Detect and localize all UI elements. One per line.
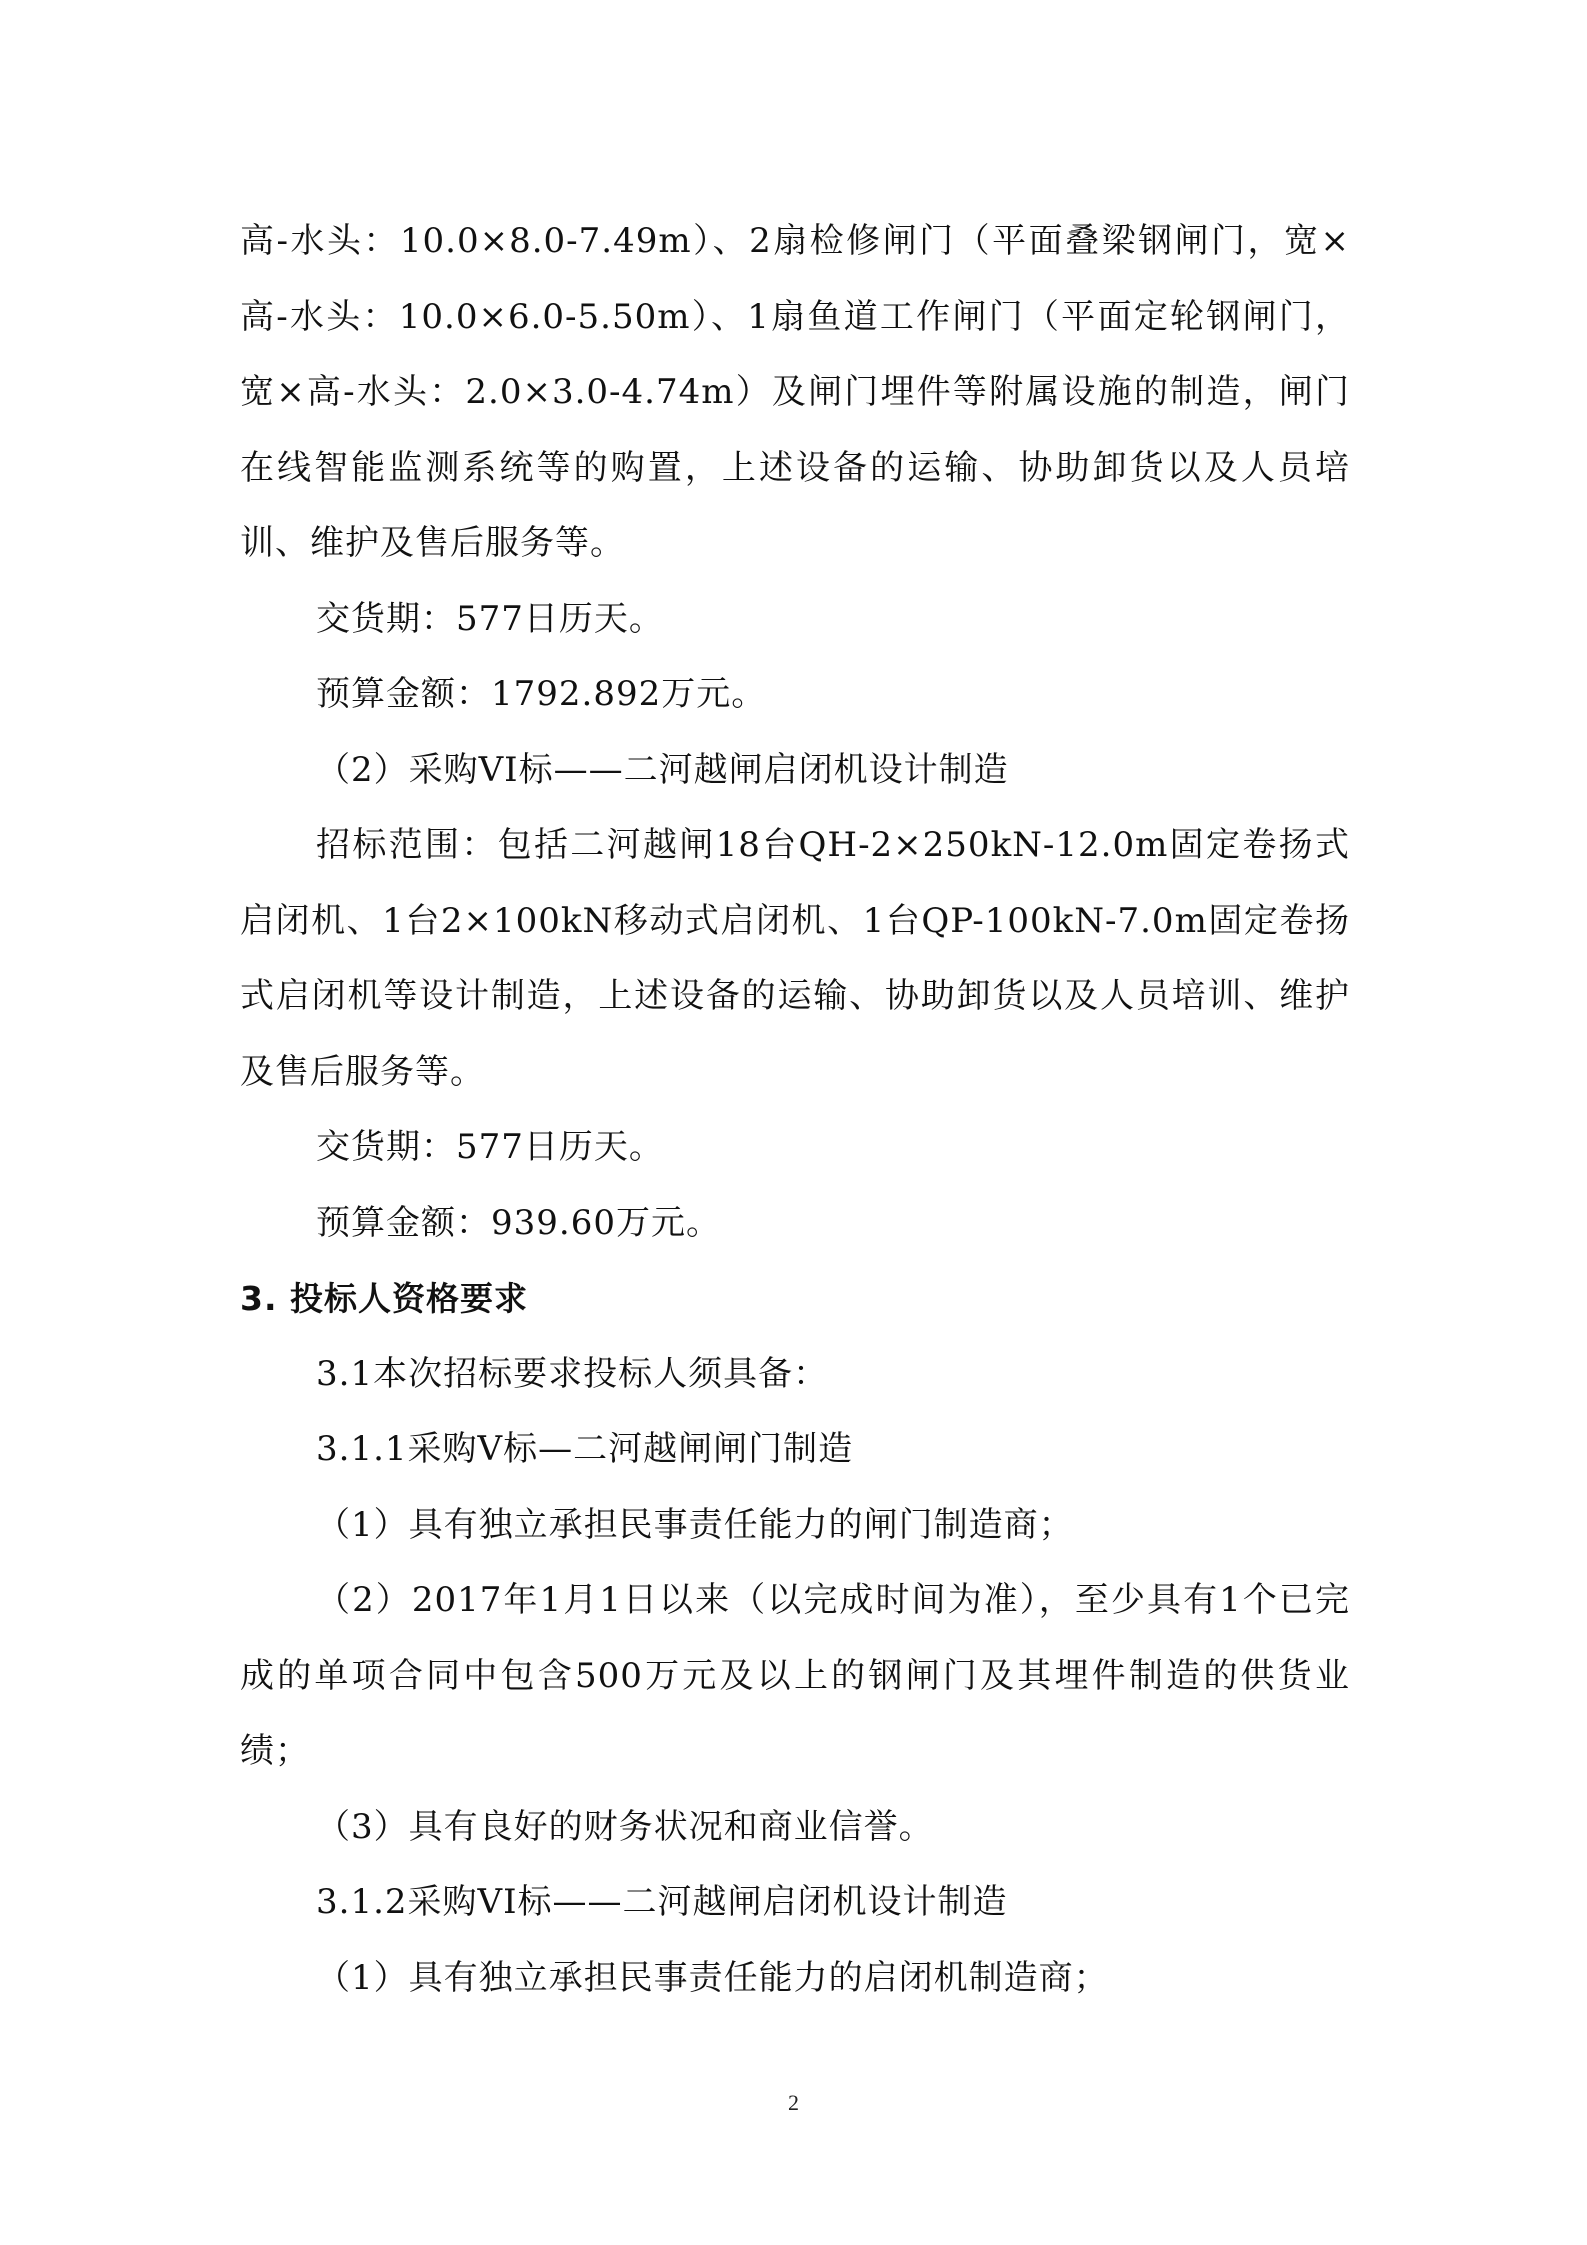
paragraph-lot6-scope: 招标范围：包括二河越闸18台QH-2×250kN-12.0m固定卷扬式启闭机、1台2×100kN移动式启闭机、1台QP-100kN-7.0m固定卷扬式启闭机等设计制造，上述设备的运输、协助卸货以及人员培训、维护及售后服务等。 (240, 825, 1350, 1092)
section-heading-qualifications: 3. 投标人资格要求 (240, 1279, 528, 1318)
paragraph-lot6-req-1: （1）具有独立承担民事责任能力的启闭机制造商； (316, 1957, 1109, 1998)
paragraph-delivery-period-lot6: 交货期：577日历天。 (316, 1127, 664, 1167)
document-body (240, 204, 1350, 2016)
paragraph-delivery-period-lot5: 交货期：577日历天。 (316, 598, 664, 639)
paragraph-lot6-requirements-title: 3.1.2采购VI标——二河越闸启闭机设计制造 (316, 1882, 1008, 1922)
paragraph-lot5-requirements-title: 3.1.1采购V标—二河越闸闸门制造 (316, 1429, 854, 1469)
paragraph-lot5-req-1: （1）具有独立承担民事责任能力的闸门制造商； (316, 1504, 1074, 1545)
paragraph-requirement-intro: 3.1本次招标要求投标人须具备： (316, 1353, 829, 1394)
page-number: 2 (788, 2090, 799, 2115)
paragraph-lot5-req-3: （3）具有良好的财务状况和商业信誉。 (316, 1806, 934, 1847)
paragraph-budget-lot6: 预算金额：939.60万元。 (316, 1202, 721, 1243)
paragraph-lot6-title: （2）采购VI标——二河越闸启闭机设计制造 (316, 749, 1009, 790)
paragraph-gate-scope-continued: 高-水头：10.0×8.0-7.49m）、2扇检修闸门（平面叠梁钢闸门，宽×高-水头：10.0×6.0-5.50m）、1扇鱼道工作闸门（平面定轮钢闸门，宽×高-水头：2.0×3.0-4.74m）及闸门埋件等附属设施的制造，闸门在线智能监测系统等的购置，上述设备的运输、协助卸货以及人员培训、维护及售后服务等。 (240, 221, 1350, 563)
paragraph-lot5-req-2: （2）2017年1月1日以来（以完成时间为准），至少具有1个已完成的单项合同中包含500万元及以上的钢闸门及其埋件制造的供货业绩； (240, 1580, 1350, 1771)
paragraph-budget-lot5: 预算金额：1792.892万元。 (316, 674, 767, 714)
